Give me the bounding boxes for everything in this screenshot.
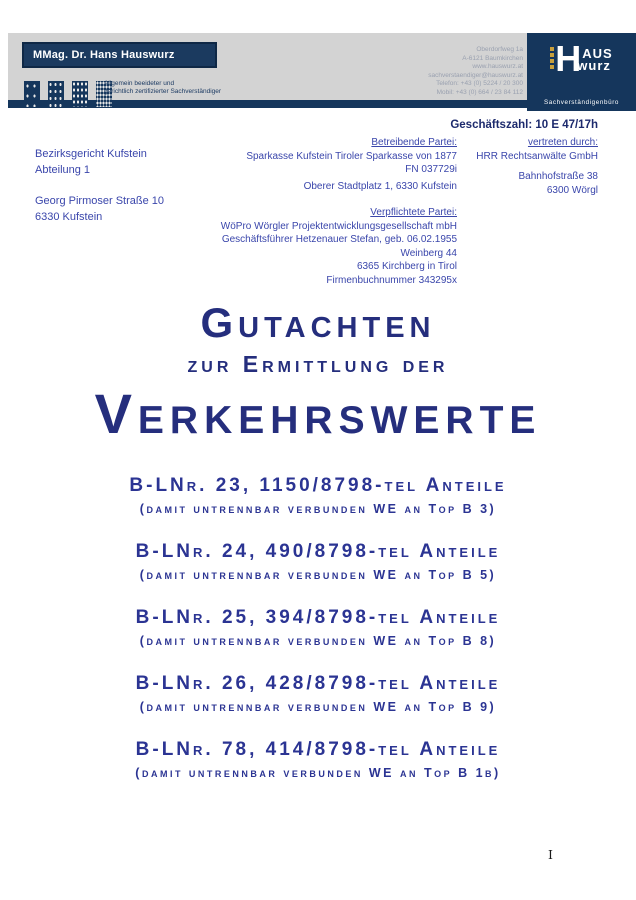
- obligated-party-heading: Verpflichtete Partei:: [370, 207, 457, 218]
- page-number: I: [548, 847, 553, 862]
- logo-gold-dots-icon: [550, 47, 554, 69]
- item-sub-line: (damit untrennbar verbunden WE an Top B 5): [139, 568, 497, 582]
- contact-line: A-6121 Baumkirchen: [462, 54, 523, 62]
- operating-party-line: Oberer Stadtplatz 1, 6330 Kufstein: [303, 180, 457, 192]
- contact-line: www.hauswurz.at: [472, 63, 523, 71]
- representative-line: 6300 Wörgl: [546, 184, 598, 196]
- item-main-line: B-LNr. 23, 1150/8798-tel Anteile: [129, 475, 507, 496]
- building-icons-row: [22, 77, 114, 113]
- operating-party-line: FN 037729i: [405, 164, 457, 175]
- valuation-items-list: [0, 474, 636, 804]
- item-sub-line: (damit untrennbar verbunden WE an Top B 9): [139, 700, 497, 714]
- item-main-line: B-LNr. 25, 394/8798-tel Anteile: [135, 607, 501, 628]
- representative-line: Bahnhofstraße 38: [518, 171, 598, 182]
- list-item: [0, 672, 636, 715]
- document-title-main: Verkehrswerte: [94, 382, 542, 445]
- logo-tagline: Sachverständigenbüro: [543, 99, 619, 106]
- court-line: Georg Pirmoser Straße 10: [35, 195, 164, 207]
- item-sub-line: (damit untrennbar verbunden WE an Top B 3): [139, 502, 497, 516]
- obligated-party-line: WöPro Wörgler Projektentwicklungsgesellschaft mbH: [220, 220, 457, 232]
- document-subtitle: zur Ermittlung der: [187, 351, 449, 377]
- obligated-party-line: Weinberg 44: [400, 247, 457, 259]
- item-main-line: B-LNr. 24, 490/8798-tel Anteile: [135, 541, 501, 562]
- list-item: [0, 540, 636, 583]
- contact-line: sachverstaendiger@hauswurz.at: [428, 71, 523, 79]
- logo-word-aus: AUS: [582, 46, 613, 61]
- operating-party-heading: Betreibende Partei:: [371, 137, 457, 148]
- logo-letter-h: H: [555, 38, 582, 79]
- list-item: [0, 738, 636, 781]
- list-item: [0, 606, 636, 649]
- court-line: 6330 Kufstein: [35, 210, 103, 223]
- court-line: Bezirksgericht Kufstein: [35, 148, 147, 160]
- logo-word-wurz: wurz: [577, 58, 611, 73]
- representative-block: [408, 136, 598, 197]
- document-title: Gutachten: [200, 299, 436, 346]
- court-line: Abteilung 1: [35, 163, 91, 176]
- obligated-party-line: Firmenbuchnummer 343295x: [326, 274, 457, 286]
- expert-name-plate: MMag. Dr. Hans Hauswurz: [22, 42, 217, 68]
- contact-line: Mobil: +43 (0) 664 / 23 84 112: [436, 88, 523, 96]
- operating-party-line: Sparkasse Kufstein Tiroler Sparkasse von 1877: [246, 150, 457, 162]
- contact-line: Telefon: +43 (0) 5224 / 20 300: [436, 80, 523, 88]
- item-main-line: B-LNr. 78, 414/8798-tel Anteile: [135, 739, 501, 760]
- representative-heading: vertreten durch:: [527, 137, 598, 148]
- qualification-text: [104, 80, 221, 96]
- building-icon: [70, 77, 90, 113]
- item-main-line: B-LNr. 26, 428/8798-tel Anteile: [135, 673, 501, 694]
- qualification-line: Allgemein beeideter und: [104, 80, 175, 87]
- item-sub-line: (damit untrennbar verbunden WE an Top B 1b): [135, 766, 501, 780]
- representative-line: HRR Rechtsanwälte GmbH: [476, 150, 598, 162]
- hauswurz-logo: [527, 33, 636, 111]
- building-icon: [22, 77, 42, 113]
- court-address: [35, 147, 164, 225]
- case-number: Geschäftszahl: 10 E 47/17h: [450, 119, 598, 131]
- item-sub-line: (damit untrennbar verbunden WE an Top B 8): [139, 634, 497, 648]
- obligated-party-block: [185, 206, 457, 287]
- qualification-line: gerichtlich zertifizierter Sachverständiger: [104, 88, 222, 95]
- list-item: [0, 474, 636, 517]
- obligated-party-line: Geschäftsführer Hetzenauer Stefan, geb. 06.02.1955: [221, 234, 457, 245]
- obligated-party-line: 6365 Kirchberg in Tirol: [356, 261, 457, 272]
- contact-line: Oberdorfweg 1a: [476, 46, 523, 53]
- building-icon: [46, 77, 66, 113]
- contact-block: [280, 46, 523, 98]
